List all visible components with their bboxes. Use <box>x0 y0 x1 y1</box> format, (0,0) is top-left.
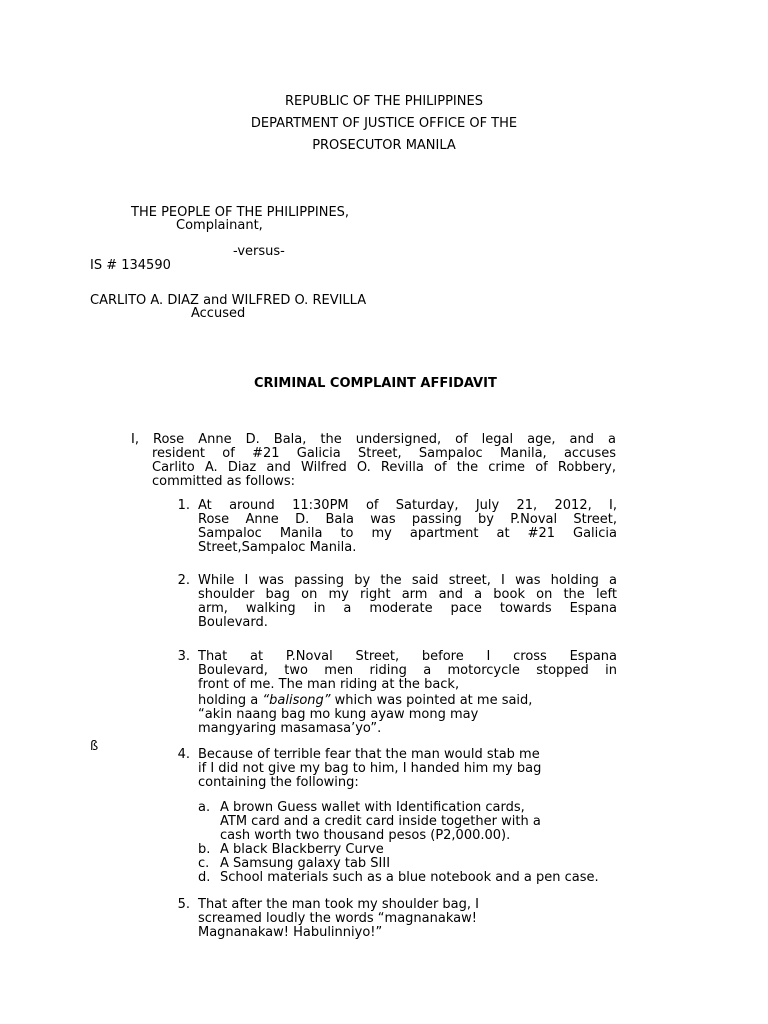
item-line: shoulder bag on my right arm and a book on the left <box>198 587 617 602</box>
item-1-text <box>198 499 617 555</box>
item-line: Street,Sampaloc Manila. <box>198 540 357 555</box>
intro-line: resident of #21 Galicia Street, Sampaloc Manila, accuses <box>152 446 616 461</box>
intro-line: Carlito A. Diaz and Wilfred O. Revilla of the crime of Robbery, <box>152 460 616 475</box>
item-number: 1. <box>177 498 190 513</box>
document-title: CRIMINAL COMPLAINT AFFIDAVIT <box>254 376 497 391</box>
item-5-text <box>198 898 618 940</box>
case-number: IS # 134590 <box>90 258 171 273</box>
item-line: containing the following: <box>198 775 359 790</box>
subitem-line: cash worth two thousand pesos (P2,000.00). <box>220 828 511 843</box>
header-department: DEPARTMENT OF JUSTICE OFFICE OF THE <box>250 116 518 131</box>
subitem-d-text: School materials such as a blue notebook and a pen case. <box>220 870 599 885</box>
accused-names: CARLITO A. DIAZ and WILFRED O. REVILLA <box>90 293 367 308</box>
subitem-letter: a. <box>198 800 211 815</box>
item-number: 2. <box>177 573 190 588</box>
complainant-role: Complainant, <box>176 218 263 233</box>
item-line: Sampaloc Manila to my apartment at #21 Galicia <box>198 526 617 541</box>
item-line: At around 11:30PM of Saturday, July 21, 2012, I, <box>198 498 617 513</box>
item-line: Boulevard. <box>198 615 268 630</box>
header-republic: REPUBLIC OF THE PHILIPPINES <box>285 94 483 109</box>
item-2-text <box>198 574 617 630</box>
accused-role: Accused <box>191 306 246 321</box>
balisong-term: “balisong” <box>262 693 331 708</box>
item-line: Rose Anne D. Bala was passing by P.Noval Street, <box>198 512 617 527</box>
item-line: While I was passing by the said street, I was holding a <box>198 573 617 588</box>
subitem-letter: d. <box>198 870 211 885</box>
subitem-letter: b. <box>198 842 211 857</box>
item-number: 3. <box>177 649 190 664</box>
intro-line: committed as follows: <box>152 474 295 489</box>
item-4-text <box>198 748 628 790</box>
item-line: screamed loudly the words “magnanakaw! <box>198 911 477 926</box>
item-line: That at P.Noval Street, before I cross Espana <box>198 649 617 664</box>
item-number: 4. <box>177 747 190 762</box>
item-3-quote <box>198 694 617 736</box>
item-line: That after the man took my shoulder bag, I <box>198 897 479 912</box>
stray-character: ß <box>90 739 99 754</box>
item-3-text <box>198 650 617 692</box>
subitem-c-text: A Samsung galaxy tab SIII <box>220 856 391 871</box>
item-line: arm, walking in a moderate pace towards Espana <box>198 601 617 616</box>
intro-paragraph-cont <box>152 447 616 489</box>
subitem-b-text: A black Blackberry Curve <box>220 842 384 857</box>
subitem-line: ATM card and a credit card inside together with a <box>220 814 541 829</box>
item-line <box>198 694 617 708</box>
item-line: Magnanakaw! Habulinniyo!” <box>198 925 383 940</box>
subitem-a-text <box>220 801 640 843</box>
intro-paragraph <box>131 433 616 447</box>
complainant-name: THE PEOPLE OF THE PHILIPPINES, <box>131 205 350 220</box>
subitem-line: A brown Guess wallet with Identification cards, <box>220 800 525 815</box>
item-line: mangyaring masamasa’yo”. <box>198 721 382 736</box>
item-line: front of me. The man riding at the back, <box>198 677 460 692</box>
item-line: “akin naang bag mo kung ayaw mong may <box>198 707 479 722</box>
quote-lead: holding a <box>198 693 263 708</box>
item-line: if I did not give my bag to him, I handed him my bag <box>198 761 542 776</box>
item-line: Because of terrible fear that the man would stab me <box>198 747 540 762</box>
versus-label: -versus- <box>233 244 285 259</box>
intro-line: I, Rose Anne D. Bala, the undersigned, of legal age, and a <box>131 432 616 447</box>
item-line: Boulevard, two men riding a motorcycle stopped in <box>198 663 617 678</box>
item-number: 5. <box>177 897 190 912</box>
header-prosecutor: PROSECUTOR MANILA <box>312 138 456 153</box>
quote-tail: which was pointed at me said, <box>330 693 533 708</box>
subitem-letter: c. <box>198 856 210 871</box>
